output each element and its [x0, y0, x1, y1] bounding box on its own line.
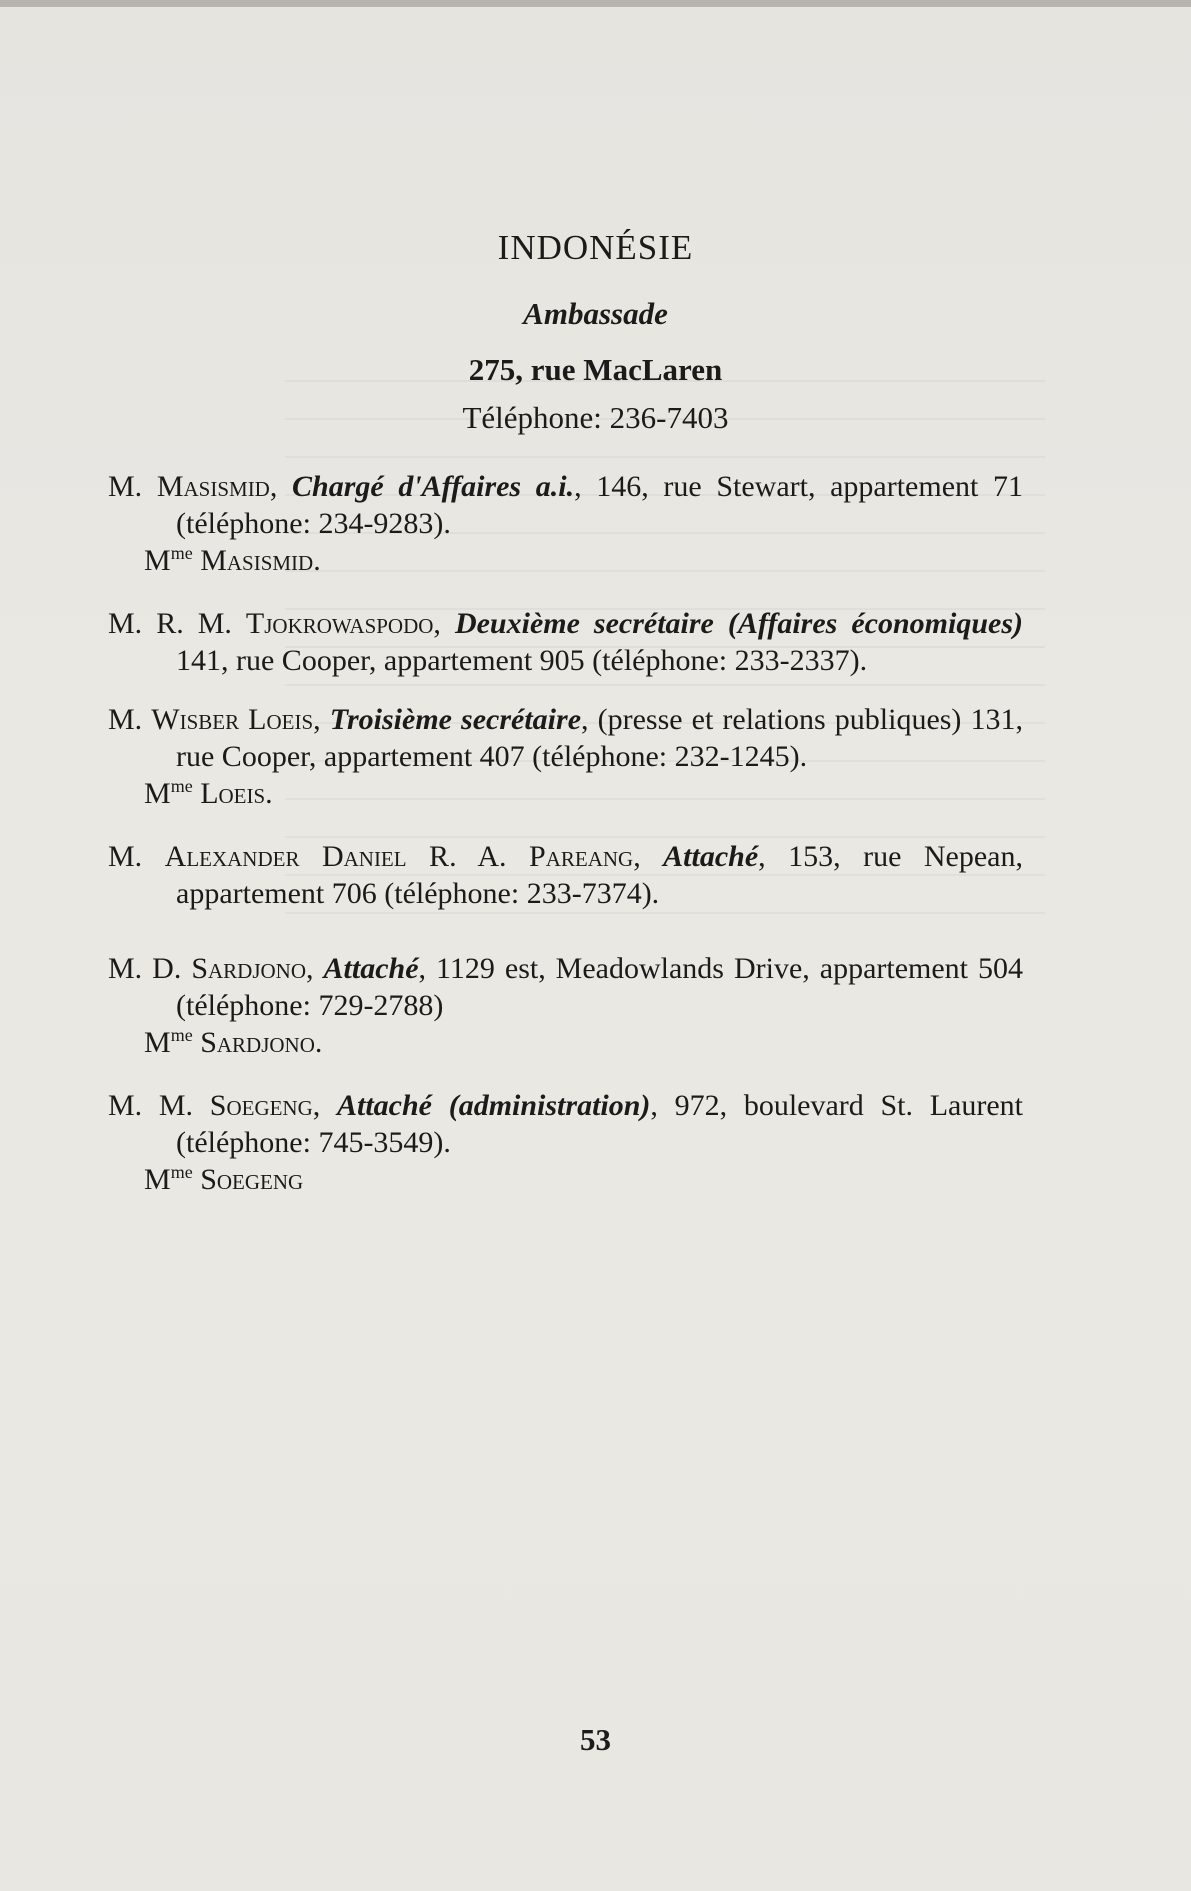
- entry-separator: ,: [306, 952, 324, 985]
- spouse-entry: [108, 775, 1023, 812]
- staff-entry: [108, 701, 1023, 775]
- spouse-title: M: [144, 777, 171, 810]
- embassy-address: 275, rue MacLaren: [468, 352, 723, 387]
- entry-title: Attaché: [323, 952, 419, 985]
- staff-entry: [108, 950, 1023, 1024]
- entry-prefix: M.: [108, 840, 165, 873]
- entry-separator: ,: [312, 1089, 337, 1122]
- entry-title: Deuxième secrétaire (Affaires économiques): [454, 607, 1023, 640]
- entry-name: Wisber Loeis: [151, 703, 314, 736]
- page-top-edge: [0, 0, 1191, 7]
- entry-title: Chargé d'Affaires a.i.: [292, 470, 575, 503]
- spacer: [108, 679, 1023, 701]
- entry-prefix: M.: [108, 703, 152, 736]
- staff-entry: [108, 605, 1023, 679]
- spouse-title: M: [144, 1163, 171, 1196]
- entry-name: Soegeng: [209, 1089, 313, 1122]
- staff-entry: [108, 1087, 1023, 1161]
- entry-prefix: M. M.: [108, 1089, 210, 1122]
- entry-details: , 972, boulevard St. Laurent (téléphone: 745-3549).: [176, 1089, 1023, 1159]
- spouse-entry: [108, 542, 1023, 579]
- entry-separator: ,: [313, 703, 330, 736]
- spouse-title: M: [144, 544, 171, 577]
- entry-details: 141, rue Cooper, appartement 905 (téléphone: 233-2337).: [176, 644, 868, 677]
- entry-prefix: M.: [108, 470, 157, 503]
- entry-prefix: M. R. M.: [108, 607, 246, 640]
- spacer: [108, 912, 1023, 950]
- entry-name: Tjokrowaspodo: [245, 607, 434, 640]
- entry-prefix: M. D.: [108, 952, 192, 985]
- spouse-name: Sardjono.: [192, 1026, 323, 1059]
- staff-list: [108, 468, 1023, 1224]
- entry-details: , (presse et relations publiques) 131, rue Cooper, appartement 407 (téléphone: 232-1245).: [176, 703, 1024, 773]
- entry-details: , 153, rue Nepean, appartement 706 (téléphone: 233-7374).: [176, 840, 1023, 910]
- spouse-name: Loeis.: [192, 777, 273, 810]
- entry-details: , 146, rue Stewart, appartement 71 (téléphone: 234-9283).: [176, 470, 1023, 540]
- spouse-entry: [108, 1024, 1023, 1061]
- spouse-entry: [108, 1161, 1023, 1198]
- entry-separator: ,: [269, 470, 292, 503]
- entry-title: Troisième secrétaire: [329, 703, 582, 736]
- spouse-title-sup: me: [170, 1025, 193, 1045]
- spouse-title-sup: me: [170, 1162, 193, 1182]
- staff-entry: [108, 838, 1023, 912]
- staff-entry: [108, 468, 1023, 542]
- entry-details: , 1129 est, Meadowlands Drive, appartement 504 (téléphone: 729-2788): [176, 952, 1024, 1022]
- entry-separator: ,: [433, 607, 455, 640]
- spouse-title: M: [144, 1026, 171, 1059]
- entry-name: Sardjono: [191, 952, 307, 985]
- spouse-title-sup: me: [170, 776, 193, 796]
- section-heading: Ambassade: [523, 296, 668, 331]
- spouse-name: Soegeng: [192, 1163, 304, 1196]
- embassy-phone: Téléphone: 236-7403: [462, 400, 729, 435]
- country-heading: INDONÉSIE: [497, 228, 694, 267]
- entry-name: Masismid: [156, 470, 270, 503]
- spouse-name: Masismid.: [192, 544, 321, 577]
- entry-title: Attaché (administration): [337, 1089, 651, 1122]
- entry-separator: ,: [633, 840, 664, 873]
- entry-name: Alexander Daniel R. A. Pareang: [164, 840, 634, 873]
- spouse-title-sup: me: [170, 543, 193, 563]
- page-number: 53: [580, 1722, 611, 1757]
- entry-title: Attaché: [663, 840, 759, 873]
